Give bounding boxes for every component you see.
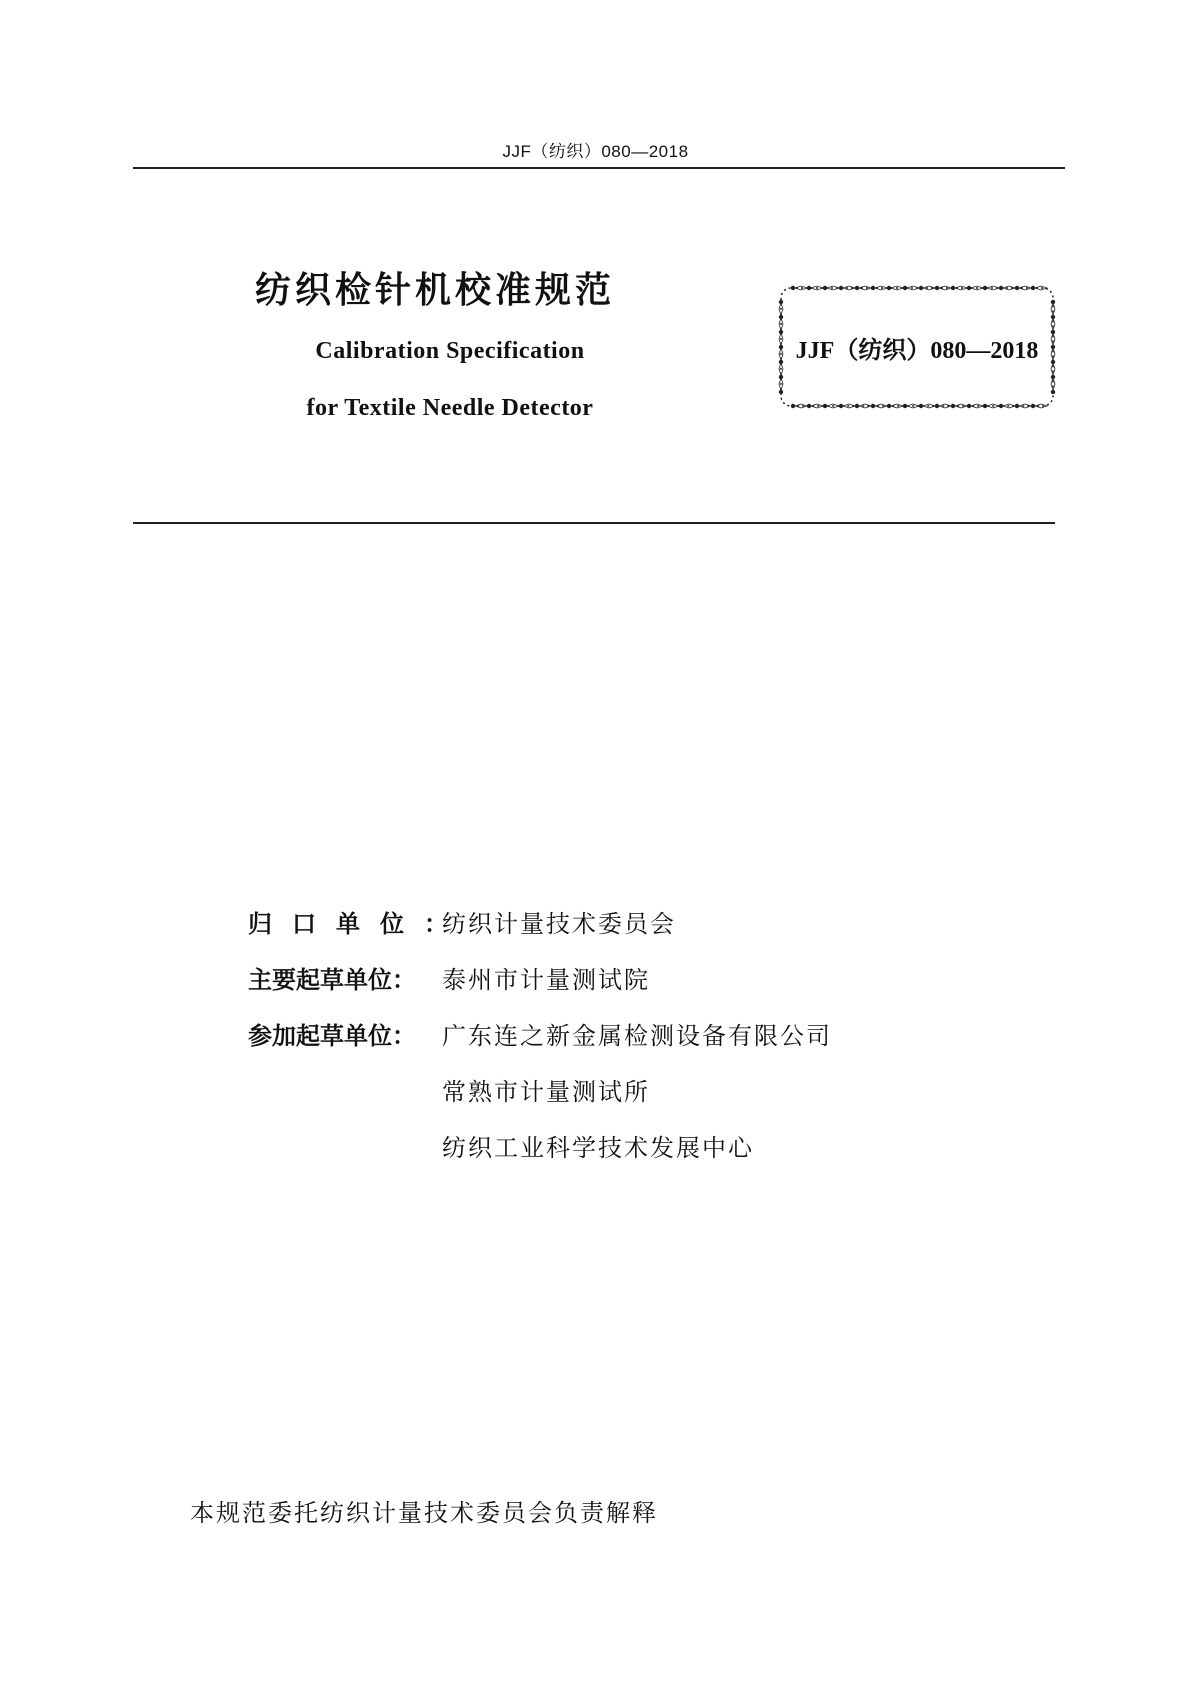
responsible-unit-value: 纺织计量技术委员会 [442, 910, 676, 938]
responsible-unit-label: 归口单位： [248, 910, 468, 938]
participating-unit-row [248, 1120, 832, 1176]
participating-unit-value: 广东连之新金属检测设备有限公司 [442, 1022, 832, 1050]
document-title-chinese: 纺织检针机校准规范 [255, 270, 616, 311]
standard-code: JJF（纺织）080—2018 [795, 338, 1039, 364]
running-header-code: JJF（纺织）080—2018 [502, 142, 689, 161]
title-section-rule [133, 522, 1055, 524]
drafting-organizations [248, 896, 832, 1176]
responsible-unit-row [248, 896, 832, 952]
participating-unit-row [248, 1008, 832, 1064]
main-drafting-unit-row [248, 952, 832, 1008]
participating-unit-value: 常熟市计量测试所 [442, 1078, 650, 1106]
interpretation-note: 本规范委托纺织计量技术委员会负责解释 [190, 1499, 658, 1527]
standard-code-box [777, 284, 1057, 410]
main-drafting-unit-value: 泰州市计量测试院 [442, 966, 650, 994]
participating-unit-label: 参加起草单位： [248, 1022, 416, 1050]
header-rule [133, 167, 1065, 169]
document-title-english-line2: for Textile Needle Detector [306, 395, 594, 421]
participating-unit-value: 纺织工业科学技术发展中心 [442, 1134, 754, 1162]
participating-unit-row [248, 1064, 832, 1120]
main-drafting-unit-label: 主要起草单位： [248, 966, 416, 994]
document-title-english-line1: Calibration Specification [315, 338, 585, 364]
